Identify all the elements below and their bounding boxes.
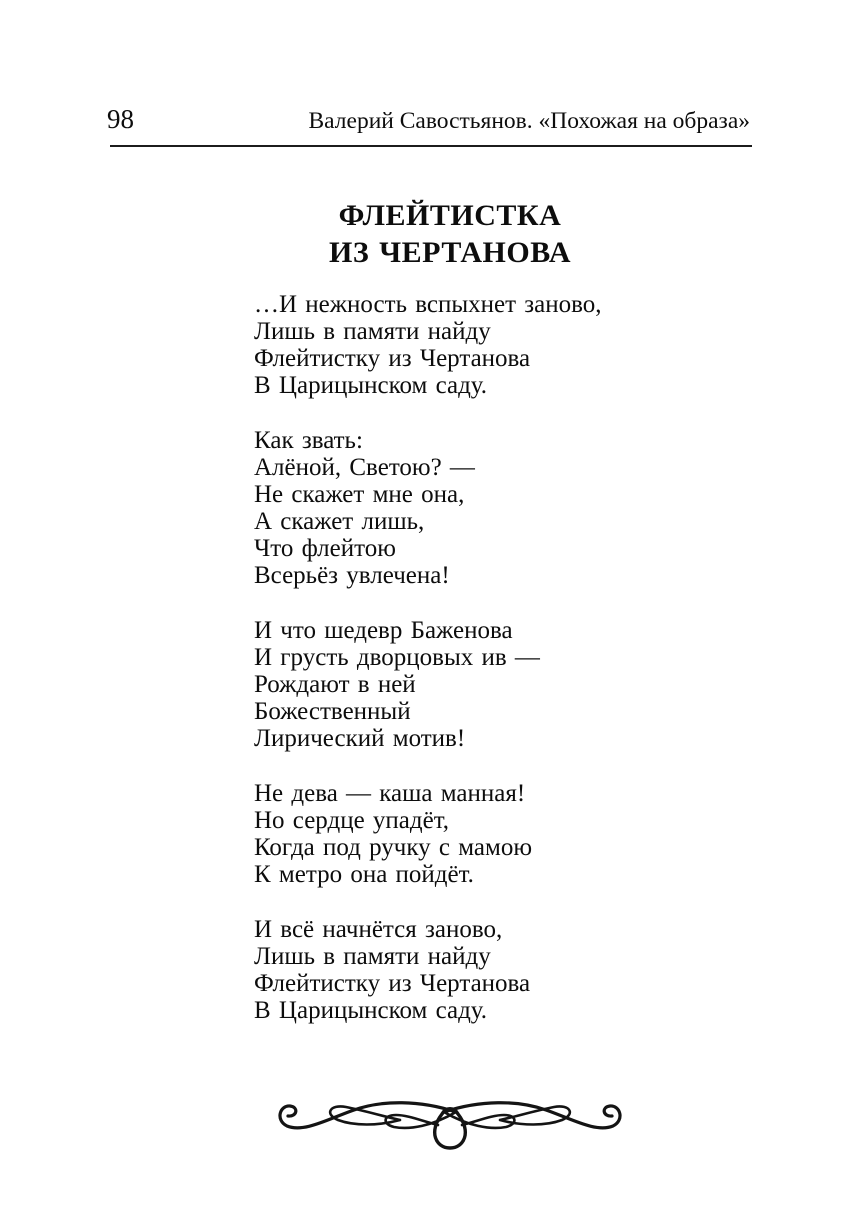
poem-line: Не дева — каша манная!: [254, 780, 526, 807]
poem-line: Как звать:: [254, 427, 363, 454]
poem-line: Флейтистку из Чертанова: [254, 345, 531, 372]
poem-line: Лишь в памяти найду: [254, 943, 491, 970]
running-header: [107, 104, 750, 136]
stanza: [254, 916, 646, 1024]
stanza: [254, 291, 646, 399]
poem-line: Лирический мотив!: [254, 725, 466, 752]
poem-line: Когда под ручку с мамою: [254, 834, 533, 861]
poem-line: Всерьёз увлечена!: [254, 562, 450, 589]
poem-title-line-2: ИЗ ЧЕРТАНОВА: [328, 236, 572, 269]
poem-title-line-1: ФЛЕЙТИСТКА: [338, 199, 562, 232]
poem-line: И что шедевр Баженова: [254, 617, 513, 644]
poem-line: А скажет лишь,: [254, 508, 425, 535]
poem-line: Не скажет мне она,: [254, 481, 465, 508]
stanza: [254, 617, 646, 752]
poem: [254, 197, 646, 1024]
page-number: 98: [107, 104, 134, 134]
poem-line: В Царицынском саду.: [254, 997, 488, 1024]
stanza: [254, 427, 646, 589]
poem-line: Но сердце упадёт,: [254, 807, 450, 834]
poem-title: [254, 197, 646, 271]
poem-body: [254, 291, 646, 1024]
poem-line: Лишь в памяти найду: [254, 318, 491, 345]
poem-line: В Царицынском саду.: [254, 372, 488, 399]
header-rule: [110, 145, 752, 147]
running-title: Валерий Савостьянов. «Похожая на образа»: [308, 108, 750, 134]
poem-line: К метро она пойдёт.: [254, 861, 474, 888]
calligraphic-flourish-icon: [270, 1098, 630, 1152]
poem-line: Флейтистку из Чертанова: [254, 970, 531, 997]
poem-line: …И нежность вспыхнет заново,: [254, 291, 602, 318]
poem-line: Рождают в ней: [254, 671, 416, 698]
poem-line: Алёной, Светою? —: [254, 454, 475, 481]
poem-line: И грусть дворцовых ив —: [254, 644, 540, 671]
poem-line: Что флейтою: [254, 535, 396, 562]
poem-line: Божественный: [254, 698, 411, 725]
stanza: [254, 780, 646, 888]
poem-line: И всё начнётся заново,: [254, 916, 503, 943]
